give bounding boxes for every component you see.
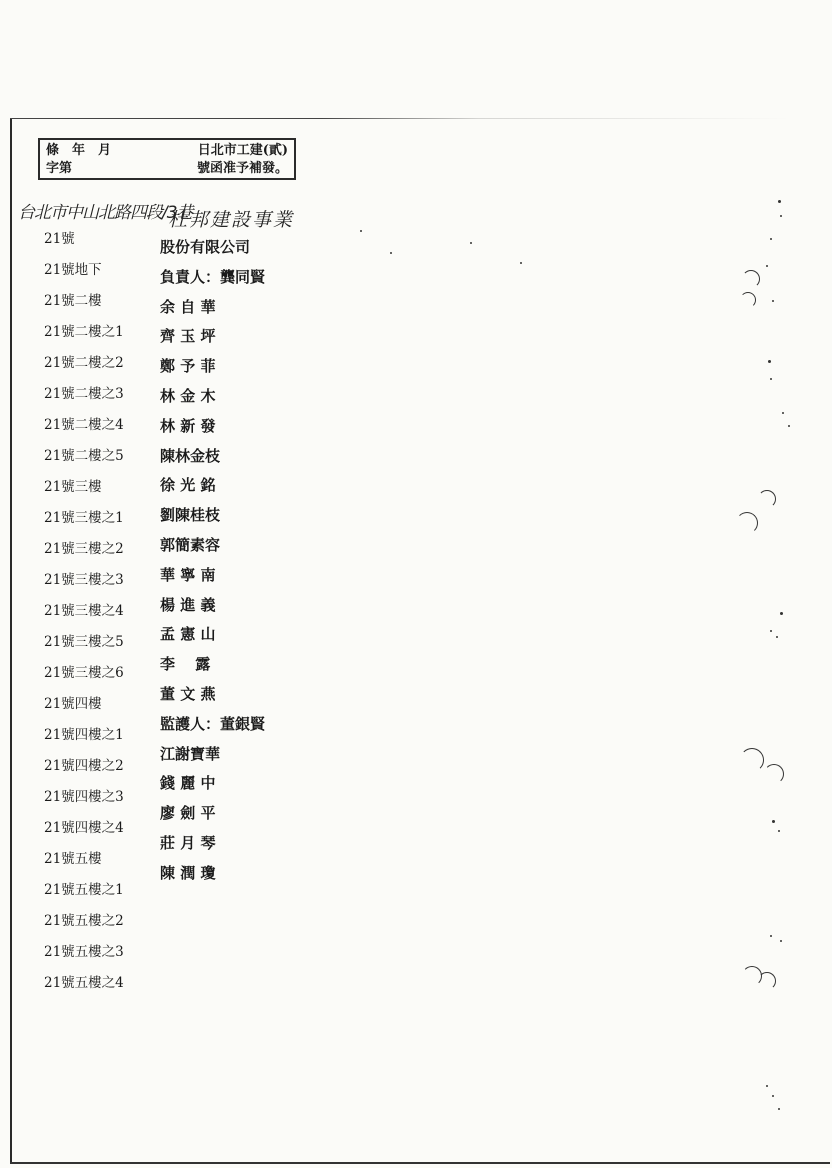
owner-name-item: 監護人：董銀賢 [160, 714, 266, 733]
stamp-line-2-right: 號函准予補發。 [196, 161, 288, 176]
page-bottom-border [10, 1162, 830, 1164]
address-item: 21號二樓之3 [44, 386, 124, 402]
scan-speck [766, 1085, 768, 1087]
address-item: 21號五樓 [44, 851, 102, 867]
owner-name-item: 莊 月 琴 [160, 833, 216, 852]
scan-speck [778, 830, 780, 832]
address-item: 21號地下 [44, 262, 102, 278]
stamp-line-1 [46, 142, 288, 160]
address-item: 21號二樓之4 [44, 417, 124, 433]
address-list [44, 224, 124, 999]
owner-name-item: 股份有限公司 [160, 238, 251, 256]
owner-name-item: 負責人：龔同賢 [160, 267, 266, 286]
owner-name-item: 林 新 發 [160, 416, 216, 435]
address-item: 21號四樓之1 [44, 727, 124, 743]
owner-name-item: 楊 進 義 [160, 595, 216, 614]
address-item: 21號五樓之2 [44, 913, 124, 929]
address-item: 21號三樓之4 [44, 603, 124, 619]
address-item: 21號三樓之6 [44, 665, 124, 681]
scan-speck [788, 425, 790, 427]
address-item: 21號 [44, 231, 75, 247]
address-item: 21號三樓之1 [44, 510, 124, 526]
scan-speck [470, 242, 472, 244]
approval-stamp [38, 138, 296, 180]
scan-speck [770, 238, 772, 240]
owner-name-item: 陳林金枝 [160, 446, 221, 465]
page-left-border [10, 118, 12, 1163]
punch-hole-mark [736, 512, 758, 534]
punch-hole-mark [758, 972, 776, 990]
scan-speck [520, 262, 522, 264]
stamp-line-2 [46, 160, 288, 178]
owner-name-item: 林 金 木 [160, 386, 216, 405]
address-item: 21號二樓之2 [44, 355, 124, 371]
address-item: 21號三樓之3 [44, 572, 124, 588]
address-item: 21號二樓之1 [44, 324, 124, 340]
address-header: 台北市中山北路四段/3巷 [18, 203, 193, 223]
scan-speck [770, 378, 772, 380]
scan-speck [772, 300, 774, 302]
scan-speck [768, 360, 771, 363]
scan-speck [780, 612, 783, 615]
owner-name-item: 華 寧 南 [160, 565, 216, 584]
owner-name-item: 董 文 燕 [160, 684, 216, 703]
page-top-border [10, 118, 790, 119]
punch-hole-mark [740, 748, 764, 772]
address-item: 21號四樓 [44, 696, 102, 712]
stamp-line-1-left: 條 年 月 [46, 143, 112, 158]
scan-speck [360, 230, 362, 232]
owner-name-item: 齊 玉 坪 [160, 327, 216, 346]
punch-hole-mark [764, 764, 784, 784]
address-item: 21號三樓之5 [44, 634, 124, 650]
company-name: 杜邦建設事業 [168, 209, 295, 231]
scan-speck [778, 1108, 780, 1110]
owner-name-item: 孟 憲 山 [160, 625, 216, 644]
owner-name-item: 徐 光 銘 [160, 476, 216, 495]
address-item: 21號四樓之3 [44, 789, 124, 805]
scan-speck [770, 935, 772, 937]
owner-name-item: 廖 劍 平 [160, 804, 216, 823]
scan-speck [778, 200, 781, 203]
scan-speck [390, 252, 392, 254]
stamp-line-1-right: 日北市工建(貳) [197, 143, 288, 158]
punch-hole-mark [758, 490, 776, 508]
punch-hole-mark [742, 270, 760, 288]
address-item: 21號五樓之1 [44, 882, 124, 898]
address-item: 21號五樓之4 [44, 975, 124, 991]
owner-name-item: 郭簡素容 [160, 535, 221, 554]
owner-name-item: 余 自 華 [160, 297, 216, 316]
scan-speck [772, 820, 775, 823]
owner-name-item: 鄭 予 菲 [160, 357, 216, 376]
owner-name-list [160, 233, 265, 889]
scan-speck [766, 265, 768, 267]
address-item: 21號五樓之3 [44, 944, 124, 960]
scan-speck [770, 630, 772, 632]
address-item: 21號二樓 [44, 293, 102, 309]
owner-name-item: 江謝寶華 [160, 744, 221, 763]
stamp-line-2-left: 字第 [46, 161, 73, 176]
scan-speck [776, 636, 778, 638]
address-item: 21號四樓之2 [44, 758, 124, 774]
owner-name-item: 陳 潤 瓊 [160, 863, 216, 882]
owner-name-item: 劉陳桂枝 [160, 506, 221, 525]
scan-speck [780, 940, 782, 942]
punch-hole-mark [740, 292, 756, 308]
owner-name-item: 李 露 [160, 655, 211, 674]
scan-speck [780, 215, 782, 217]
scan-speck [782, 412, 784, 414]
address-item: 21號二樓之5 [44, 448, 124, 464]
address-item: 21號四樓之4 [44, 820, 124, 836]
scan-speck [772, 1095, 774, 1097]
address-item: 21號三樓之2 [44, 541, 124, 557]
owner-name-item: 錢 麗 中 [160, 774, 216, 793]
address-item: 21號三樓 [44, 479, 102, 495]
